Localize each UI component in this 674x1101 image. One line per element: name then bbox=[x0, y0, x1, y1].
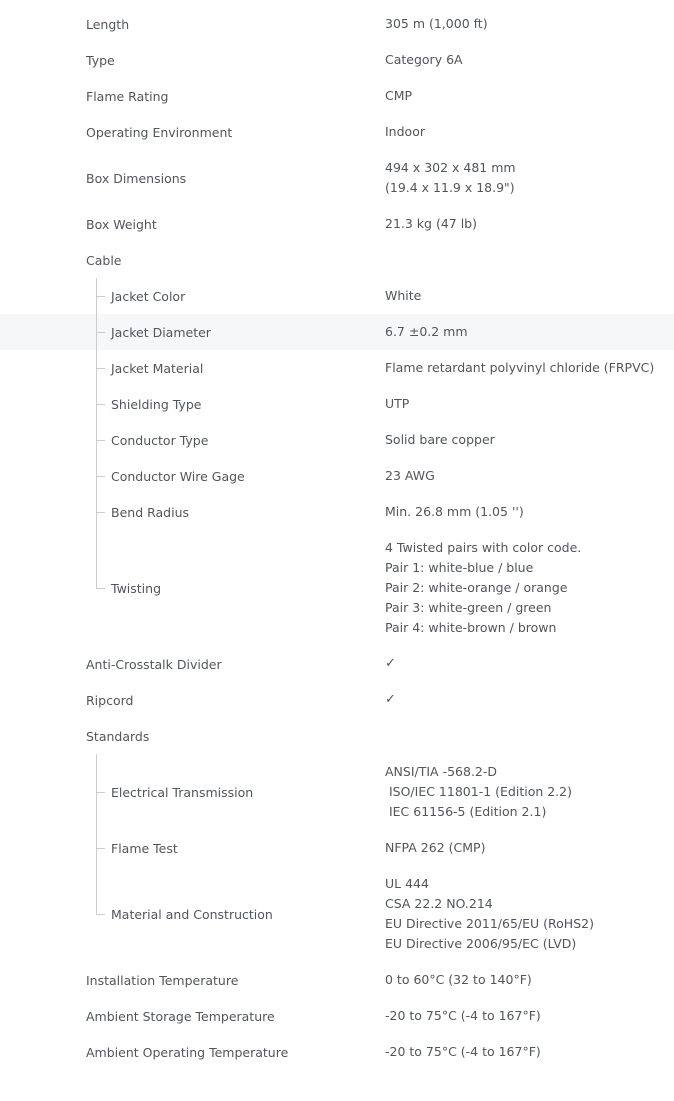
spec-row-flame-rating bbox=[0, 78, 674, 114]
spec-label: Box Dimensions bbox=[86, 170, 187, 186]
spec-table bbox=[0, 6, 674, 1070]
spec-label: Jacket Material bbox=[111, 360, 204, 376]
tree-connector bbox=[96, 866, 106, 962]
spec-value-line: Flame retardant polyvinyl chloride (FRPVC) bbox=[385, 360, 655, 375]
spec-group-cable bbox=[0, 242, 674, 278]
spec-value-line: 23 AWG bbox=[385, 468, 435, 483]
spec-value-line: Solid bare copper bbox=[385, 432, 495, 447]
spec-value-line: -20 to 75°C (-4 to 167°F) bbox=[385, 1044, 541, 1059]
spec-row-length bbox=[0, 6, 674, 42]
tree-connector bbox=[96, 494, 106, 530]
spec-label: Ripcord bbox=[86, 692, 134, 708]
spec-row-box-weight bbox=[0, 206, 674, 242]
spec-value bbox=[385, 494, 524, 530]
spec-value bbox=[385, 830, 485, 866]
spec-row-type bbox=[0, 42, 674, 78]
spec-value bbox=[385, 962, 532, 998]
tree-connector bbox=[96, 278, 106, 314]
spec-row-jacket-material bbox=[0, 350, 674, 386]
spec-value bbox=[385, 386, 409, 422]
spec-value bbox=[385, 350, 654, 386]
spec-value bbox=[385, 42, 463, 78]
tree-connector bbox=[96, 754, 106, 830]
spec-value-line: Pair 4: white-brown / brown bbox=[385, 620, 557, 635]
spec-row-electrical-transmission bbox=[0, 754, 674, 830]
spec-value-line: -20 to 75°C (-4 to 167°F) bbox=[385, 1008, 541, 1023]
spec-value bbox=[385, 754, 572, 830]
spec-label: Ambient Storage Temperature bbox=[86, 1008, 275, 1024]
spec-label: Shielding Type bbox=[111, 396, 202, 412]
spec-label: Bend Radius bbox=[111, 504, 190, 520]
tree-connector bbox=[96, 422, 106, 458]
spec-row-ripcord bbox=[0, 682, 674, 718]
spec-label: Ambient Operating Temperature bbox=[86, 1044, 289, 1060]
spec-label: Flame Rating bbox=[86, 88, 169, 104]
spec-value bbox=[385, 6, 488, 42]
spec-value-line: Min. 26.8 mm (1.05 '') bbox=[385, 504, 524, 519]
spec-label: Conductor Type bbox=[111, 432, 209, 448]
spec-value bbox=[385, 682, 396, 718]
spec-label: Conductor Wire Gage bbox=[111, 468, 245, 484]
spec-value-line: EU Directive 2006/95/EC (LVD) bbox=[385, 936, 577, 951]
spec-row-ambient-storage-temperature bbox=[0, 998, 674, 1034]
tree-connector bbox=[96, 458, 106, 494]
spec-label: Material and Construction bbox=[111, 906, 273, 922]
spec-value-line: NFPA 262 (CMP) bbox=[385, 840, 486, 855]
spec-label: Jacket Diameter bbox=[111, 324, 211, 340]
spec-row-anti-crosstalk-divider bbox=[0, 646, 674, 682]
spec-label: Length bbox=[86, 16, 130, 32]
spec-label: Type bbox=[86, 52, 115, 68]
spec-value bbox=[385, 530, 581, 646]
spec-value-line: ANSI/TIA -568.2-D bbox=[385, 764, 498, 779]
spec-value-line: 305 m (1,000 ft) bbox=[385, 16, 488, 31]
spec-row-shielding-type bbox=[0, 386, 674, 422]
spec-value-line: Pair 1: white-blue / blue bbox=[385, 560, 534, 575]
spec-group-label: Standards bbox=[86, 728, 150, 744]
spec-value-line: EU Directive 2011/65/EU (RoHS2) bbox=[385, 916, 594, 931]
spec-value-line: 494 x 302 x 481 mm bbox=[385, 160, 516, 175]
tree-connector bbox=[96, 830, 106, 866]
spec-row-flame-test bbox=[0, 830, 674, 866]
spec-value bbox=[385, 278, 421, 314]
spec-value-line: CSA 22.2 NO.214 bbox=[385, 896, 493, 911]
spec-row-box-dimensions bbox=[0, 150, 674, 206]
spec-value-line: 4 Twisted pairs with color code. bbox=[385, 540, 582, 555]
spec-value bbox=[385, 646, 396, 682]
spec-value-line: Indoor bbox=[385, 124, 425, 139]
checkmark-icon: ✓ bbox=[385, 692, 396, 707]
spec-row-jacket-diameter bbox=[0, 314, 674, 350]
spec-row-conductor-type bbox=[0, 422, 674, 458]
spec-value-line: ISO/IEC 11801-1 (Edition 2.2) bbox=[385, 784, 572, 799]
spec-value-line: CMP bbox=[385, 88, 413, 103]
spec-row-jacket-color bbox=[0, 278, 674, 314]
spec-value bbox=[385, 206, 477, 242]
spec-row-bend-radius bbox=[0, 494, 674, 530]
spec-value-line: Pair 3: white-green / green bbox=[385, 600, 552, 615]
spec-row-operating-environment bbox=[0, 114, 674, 150]
spec-label: Jacket Color bbox=[111, 288, 186, 304]
spec-value bbox=[385, 422, 495, 458]
spec-value bbox=[385, 458, 435, 494]
spec-group-label: Cable bbox=[86, 252, 122, 268]
spec-value-line: 6.7 ±0.2 mm bbox=[385, 324, 468, 339]
tree-connector bbox=[96, 386, 106, 422]
spec-label: Installation Temperature bbox=[86, 972, 239, 988]
spec-row-ambient-operating-temperature bbox=[0, 1034, 674, 1070]
spec-row-material-and-construction bbox=[0, 866, 674, 962]
spec-value-line: UL 444 bbox=[385, 876, 429, 891]
spec-value bbox=[385, 866, 594, 962]
spec-value-line: Pair 2: white-orange / orange bbox=[385, 580, 568, 595]
spec-row-installation-temperature bbox=[0, 962, 674, 998]
spec-value-line: (19.4 x 11.9 x 18.9") bbox=[385, 180, 515, 195]
spec-label: Box Weight bbox=[86, 216, 157, 232]
spec-row-conductor-wire-gage bbox=[0, 458, 674, 494]
spec-value-line: Category 6A bbox=[385, 52, 463, 67]
spec-value bbox=[385, 314, 468, 350]
checkmark-icon: ✓ bbox=[385, 656, 396, 671]
spec-value-line: 21.3 kg (47 lb) bbox=[385, 216, 477, 231]
spec-value-line: White bbox=[385, 288, 422, 303]
tree-connector bbox=[96, 314, 106, 350]
spec-label: Flame Test bbox=[111, 840, 178, 856]
spec-row-twisting bbox=[0, 530, 674, 646]
spec-value bbox=[385, 78, 412, 114]
spec-value-line: UTP bbox=[385, 396, 410, 411]
spec-value bbox=[385, 150, 516, 206]
spec-label: Operating Environment bbox=[86, 124, 233, 140]
spec-value bbox=[385, 1034, 541, 1070]
spec-label: Twisting bbox=[111, 580, 162, 596]
tree-connector bbox=[96, 530, 106, 646]
spec-group-standards bbox=[0, 718, 674, 754]
spec-value-line: 0 to 60°C (32 to 140°F) bbox=[385, 972, 532, 987]
spec-value-line: IEC 61156-5 (Edition 2.1) bbox=[385, 804, 547, 819]
spec-value bbox=[385, 114, 425, 150]
spec-label: Anti-Crosstalk Divider bbox=[86, 656, 222, 672]
tree-connector bbox=[96, 350, 106, 386]
spec-value bbox=[385, 998, 541, 1034]
spec-label: Electrical Transmission bbox=[111, 784, 254, 800]
